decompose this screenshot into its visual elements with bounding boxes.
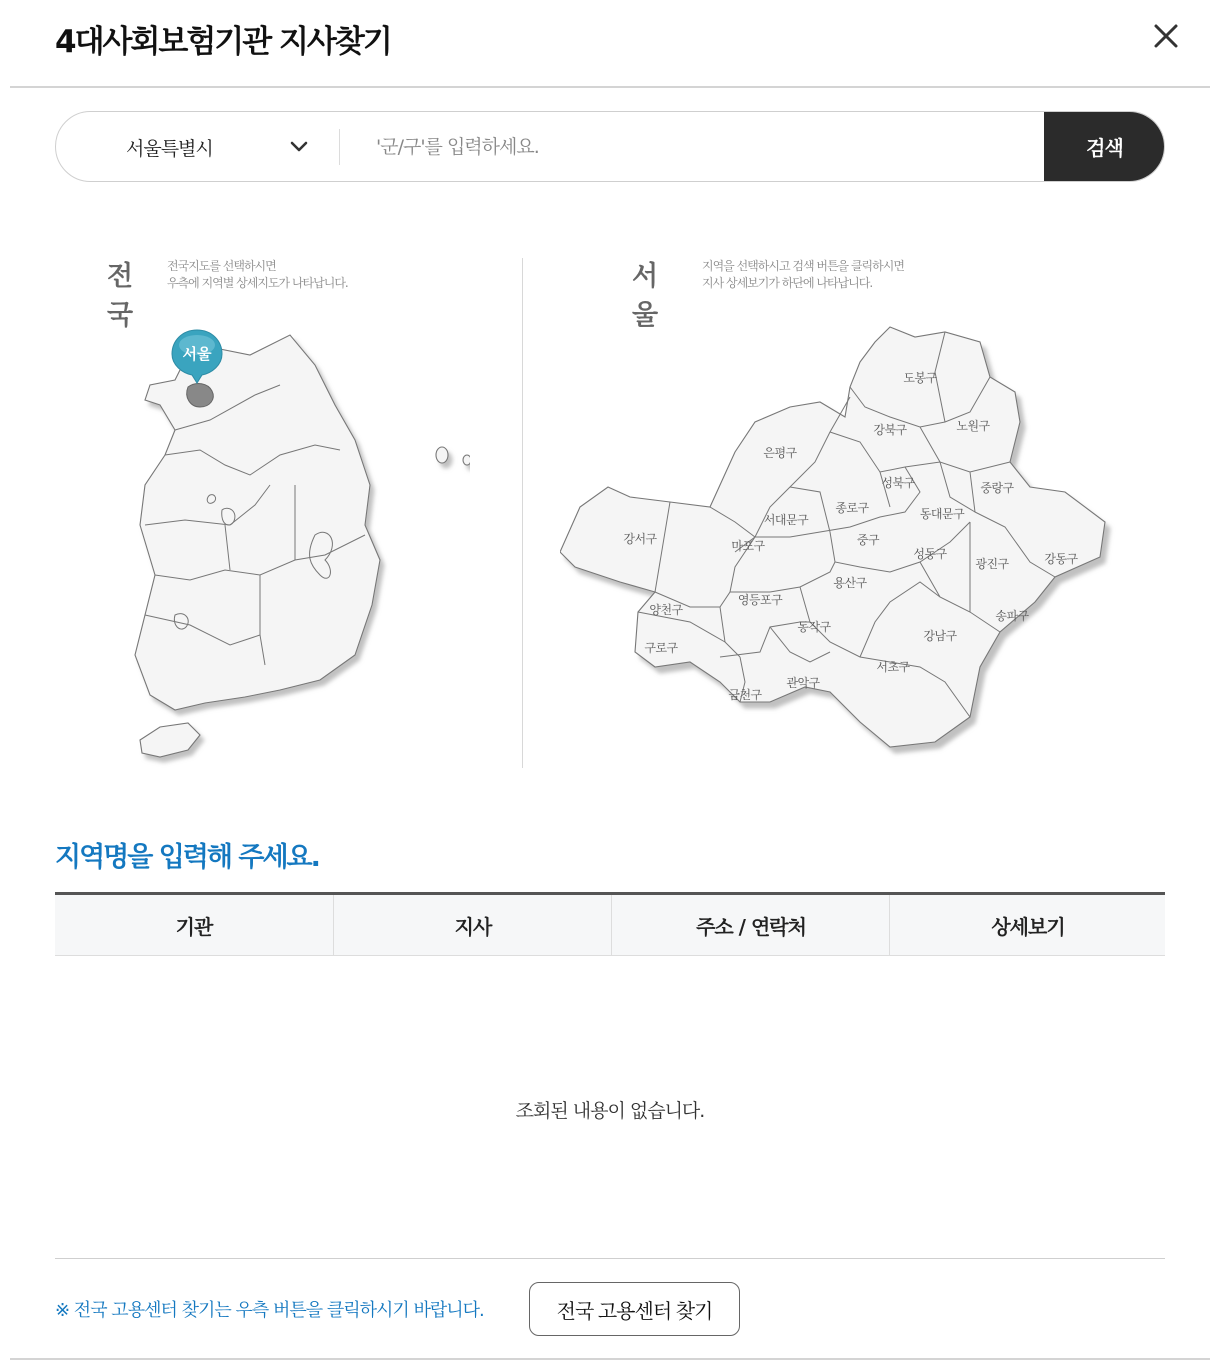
district-yongsan[interactable]: 용산구	[833, 576, 867, 590]
district-jung[interactable]: 중구	[856, 533, 880, 547]
map-area	[55, 240, 1165, 780]
seoul-map-desc-line2: 지사 상세보기가 하단에 나타납니다.	[702, 276, 873, 290]
district-dobong[interactable]: 도봉구	[903, 371, 937, 385]
close-icon[interactable]	[1150, 20, 1182, 52]
district-jongno[interactable]: 종로구	[835, 501, 869, 515]
seoul-region[interactable]	[187, 384, 214, 407]
national-map-desc-line1: 전국지도를 선택하시면	[167, 259, 276, 273]
modal-title: 4대사회보험기관 지사찾기	[55, 24, 391, 60]
district-gwangjin[interactable]: 광진구	[975, 557, 1009, 571]
district-gangnam[interactable]: 강남구	[923, 629, 957, 643]
district-geumcheon[interactable]: 금천구	[728, 688, 762, 702]
column-header-address: 주소 / 연락처	[611, 895, 890, 956]
results-table	[55, 892, 1165, 1122]
korea-map[interactable]	[130, 325, 470, 775]
national-map-desc-line2: 우측에 지역별 상세지도가 나타납니다.	[167, 276, 348, 290]
region-select-value: 서울특별시	[126, 138, 213, 160]
district-gangdong[interactable]: 강동구	[1044, 552, 1078, 566]
district-nowon[interactable]: 노원구	[956, 419, 990, 433]
region-select[interactable]	[56, 112, 338, 181]
district-gangseo[interactable]: 강서구	[623, 532, 657, 546]
search-button[interactable]: 검색	[1044, 111, 1165, 182]
district-gwanak[interactable]: 관악구	[786, 676, 820, 690]
district-search-input[interactable]	[356, 112, 1036, 181]
district-seongbuk[interactable]: 성북구	[881, 476, 915, 490]
bottom-divider	[10, 1358, 1210, 1360]
district-guro[interactable]: 구로구	[644, 641, 678, 655]
table-header	[55, 892, 1165, 956]
search-divider	[339, 129, 340, 165]
map-divider	[522, 258, 523, 768]
search-bar	[55, 111, 1165, 182]
district-songpa[interactable]: 송파구	[995, 609, 1029, 623]
national-map-title: 전국	[107, 261, 132, 331]
district-seocho[interactable]: 서초구	[876, 660, 910, 674]
district-dongdaemun[interactable]: 동대문구	[919, 507, 965, 521]
seoul-pin-label: 서울	[182, 345, 212, 363]
district-seodaemun[interactable]: 서대문구	[763, 513, 809, 527]
results-heading: 지역명을 입력해 주세요.	[55, 842, 319, 873]
employment-center-button[interactable]: 전국 고용센터 찾기	[529, 1282, 740, 1336]
district-yangcheon[interactable]: 양천구	[649, 603, 683, 617]
district-eunpyeong[interactable]: 은평구	[763, 446, 797, 460]
column-header-detail: 상세보기	[889, 895, 1166, 956]
seoul-map-title: 서울	[632, 261, 657, 331]
footer-note: ※ 전국 고용센터 찾기는 우측 버튼을 클릭하시기 바랍니다.	[55, 1300, 484, 1321]
header-divider	[10, 86, 1210, 88]
seoul-map-desc-line1: 지역을 선택하시고 검색 버튼을 클릭하시면	[702, 259, 904, 273]
district-mapo[interactable]: 마포구	[731, 539, 765, 553]
chevron-down-icon	[289, 139, 309, 153]
modal-header	[0, 0, 1232, 88]
district-dongjak[interactable]: 동작구	[797, 620, 831, 634]
district-seongdong[interactable]: 성동구	[913, 547, 947, 561]
column-header-branch: 지사	[333, 895, 612, 956]
district-yeongdeungpo[interactable]: 영등포구	[737, 593, 783, 607]
empty-message: 조회된 내용이 없습니다.	[515, 1100, 705, 1122]
column-header-agency: 기관	[175, 915, 213, 939]
seoul-map[interactable]	[560, 322, 1130, 762]
district-jungnang[interactable]: 중랑구	[980, 481, 1014, 495]
footer-divider	[55, 1258, 1165, 1259]
district-gangbuk[interactable]: 강북구	[873, 423, 907, 437]
